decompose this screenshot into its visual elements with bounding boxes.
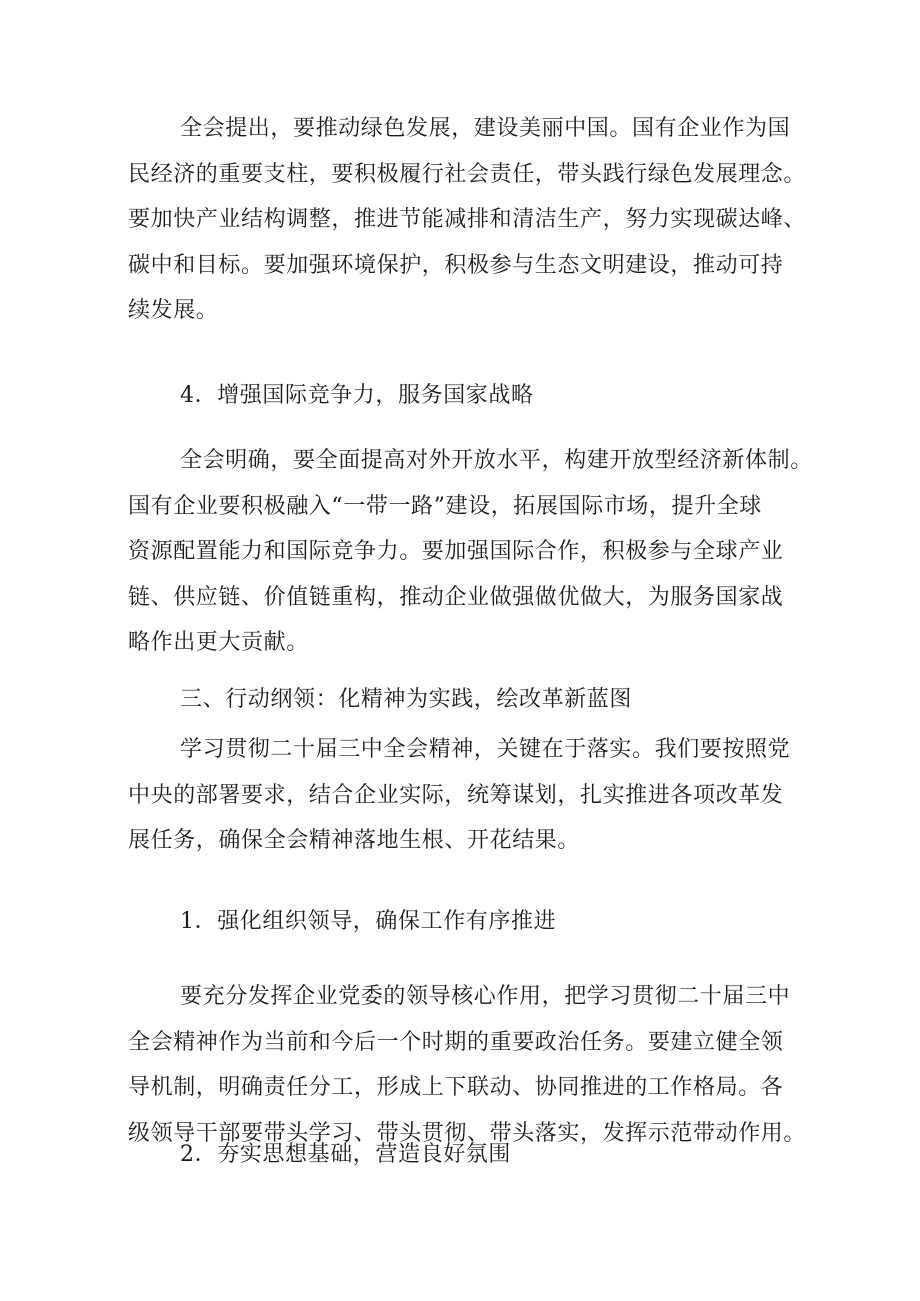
text-line: 国有企业要积极融入“一带一路”建设，拓展国际市场，提升全球 (128, 493, 762, 519)
paragraph-green-development (128, 106, 807, 334)
section-heading-4: 4．增强国际竞争力，服务国家战略 (180, 383, 534, 408)
section-heading-2: 2．夯实思想基础，营造良好氛围 (180, 1142, 511, 1167)
text-line: 链、供应链、价值链重构，推动企业做强做优做大，为服务国家战 (128, 584, 784, 610)
paragraph-organization-leadership (128, 974, 807, 1156)
text-line: 导机制，明确责任分工，形成上下联动、协同推进的工作格局。各 (128, 1075, 784, 1100)
text-line: 学习贯彻二十届三中全会精神，关键在于落实。我们要按照党 (180, 737, 791, 762)
text-line: 中央的部署要求，结合企业实际，统筹谋划，扎实推进各项改革发 (128, 782, 784, 808)
text-line: 级领导干部要带头学习、带头贯彻、带头落实，发挥示范带动作用。 (128, 1120, 807, 1146)
text-line: 全会精神作为当前和今后一个时期的重要政治任务。要建立健全领 (128, 1029, 784, 1055)
text-line: 要加快产业结构调整，推进节能减排和清洁生产，努力实现碳达峰、 (128, 207, 807, 232)
section-heading-1: 1．强化组织领导，确保工作有序推进 (180, 909, 557, 934)
text-line: 展任务，确保全会精神落地生根、开花结果。 (128, 828, 581, 853)
text-line: 碳中和目标。要加强环境保护，积极参与生态文明建设，推动可持 (128, 252, 784, 278)
text-line: 略作出更大贡献。 (128, 630, 309, 655)
paragraph-action-plan (128, 727, 800, 864)
text-line: 全会提出，要推动绿色发展，建设美丽中国。国有企业作为国 (180, 116, 791, 141)
text-line: 资源配置能力和国际竞争力。要加强国际合作，积极参与全球产业 (128, 539, 784, 564)
chapter-heading-three: 三、行动纲领：化精神为实践，绘改革新蓝图 (180, 687, 633, 712)
text-line: 民经济的重要支柱，要积极履行社会责任，带头践行绿色发展理念。 (128, 161, 807, 187)
text-line: 续发展。 (128, 298, 219, 323)
text-line: 要充分发挥企业党委的领导核心作用，把学习贯彻二十届三中 (180, 984, 791, 1009)
paragraph-international-competitiveness (128, 438, 813, 666)
text-line: 全会明确，要全面提高对外开放水平，构建开放型经济新体制。 (180, 448, 813, 473)
